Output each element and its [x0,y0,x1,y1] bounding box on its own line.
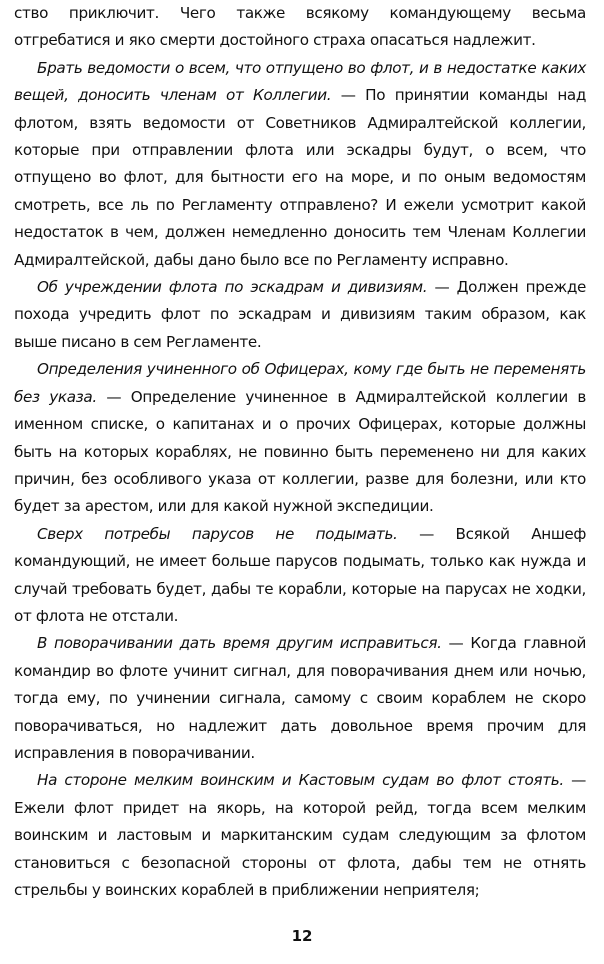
paragraph-body: — Определение учиненное в Адмиралтейской коллегии в именном списке, о капитанах и о прочих Офицерах, которые должны быть на которых кораблях, не повинно быть переменено ни для каких причин, без особливого указа от коллегии, разве для болезни, или кто будет за арестом, или для какой нужной экспедиции. [14,387,586,516]
page-text [14,0,586,904]
paragraph-heading: Сверх потребы парусов не подымать. [37,524,398,543]
paragraph-turning [14,630,586,767]
paragraph-small-vessels [14,767,586,904]
page-number: 12 [291,927,313,945]
paragraph-squadrons [14,274,586,356]
paragraph-body: — По принятии команды над флотом, взять ведомости от Советников Адмиралтейской коллегии, которые при отправлении флота или эскадры будут, о всем, что отпущено во флот, для бытности его на море, и по оным ведомостям смотреть, все ль по Регламенту отправлено? И ежели усмотрит какой недостаток в чем, должен немедленно доносить тем Членам Коллегии Адмиралтейской, дабы дано было все по Регламенту исправно. [14,86,587,269]
paragraph-reports [14,55,586,274]
paragraph-heading: Определения учиненного об Офицерах, кому где быть не переменять без указа. [14,360,586,406]
paragraph-officers [14,356,586,520]
paragraph-heading: Брать ведомости о всем, что отпущено во флот, и в недостатке каких вещей, доносить членам от Коллегии. [14,58,586,105]
paragraph-sails [14,521,586,631]
paragraph-body: — Когда главной командир во флоте учинит сигнал, для поворачивания днем или ночью, тогда ему, по учинении сигнала, самому с своим кораблем не скоро поворачиваться, но надлежит дать довольное время прочим для исправления в поворачивании. [14,634,586,762]
paragraph-heading: На стороне мелким воинским и Кастовым судам во флот стоять. [37,771,564,790]
paragraph-body: — Должен прежде похода учредить флот по эскадрам и дивизиям таким образом, как выше писано в сем Регламенте. [14,278,586,351]
paragraph-body: ство приключит. Чего также всякому командующему весьма отгребатися и яко смерти достойного страха опасаться надлежит. [14,4,586,50]
paragraph-continuation [14,0,586,55]
paragraph-body: — Ежели флот придет на якорь, на которой рейд, тогда всем мелким воинским и ластовым и маркитанским судам следующим за флотом становиться с безопасной стороны от флота, дабы тем не отнять стрельбы у воинских кораблей в приближении неприятеля; [14,771,586,899]
paragraph-heading: В поворачивании дать время другим исправиться. [37,634,442,653]
paragraph-heading: Об учреждении флота по эскадрам и дивизиям. [37,278,428,297]
paragraph-body: — Всякой Аншеф командующий, не имеет больше парусов подымать, только как нужда и случай требовать будет, дабы те корабли, которые на парусах не ходки, от флота не отстали. [14,524,586,625]
